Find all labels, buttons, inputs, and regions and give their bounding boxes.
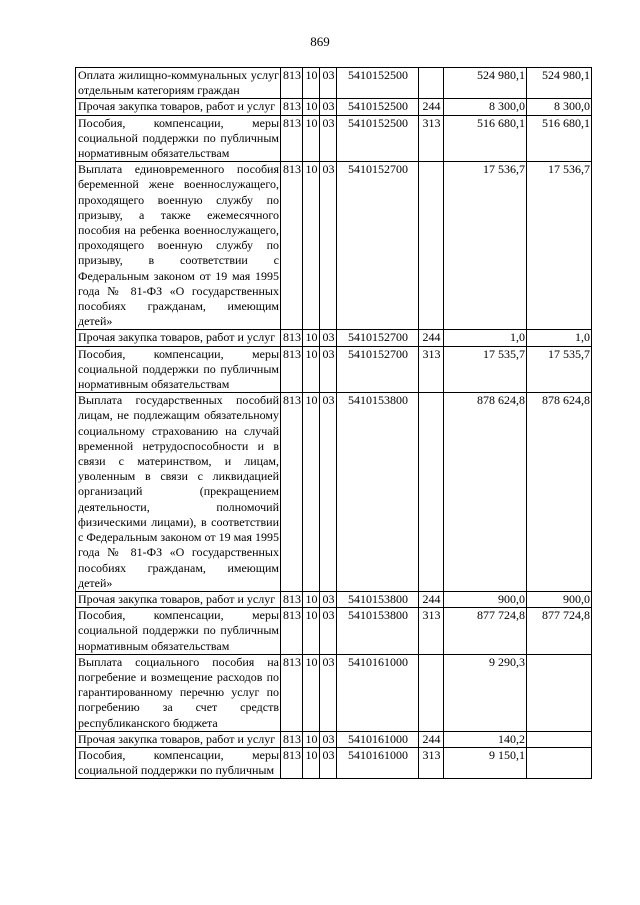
amount-column-1: 877 724,8 (444, 608, 527, 655)
subsection-code: 03 (320, 731, 337, 747)
amount-column-2: 524 980,1 (527, 68, 592, 99)
budget-table (75, 67, 592, 779)
row-description: Прочая закупка товаров, работ и услуг (76, 99, 281, 115)
expense-type-code: 313 (419, 115, 444, 162)
target-article-code: 5410153800 (337, 591, 419, 607)
ministry-code: 813 (281, 591, 303, 607)
amount-column-1: 9 150,1 (444, 747, 527, 778)
amount-column-2 (527, 654, 592, 731)
table-row (76, 330, 592, 346)
row-description: Прочая закупка товаров, работ и услуг (76, 591, 281, 607)
amount-column-1: 17 535,7 (444, 346, 527, 393)
ministry-code: 813 (281, 731, 303, 747)
section-code: 10 (303, 654, 320, 731)
section-code: 10 (303, 99, 320, 115)
amount-column-2: 1,0 (527, 330, 592, 346)
target-article-code: 5410161000 (337, 731, 419, 747)
amount-column-1: 9 290,3 (444, 654, 527, 731)
ministry-code: 813 (281, 393, 303, 592)
ministry-code: 813 (281, 608, 303, 655)
page-number: 869 (310, 34, 330, 49)
amount-column-2: 900,0 (527, 591, 592, 607)
table-row (76, 654, 592, 731)
target-article-code: 5410152700 (337, 346, 419, 393)
section-code: 10 (303, 731, 320, 747)
subsection-code: 03 (320, 393, 337, 592)
section-code: 10 (303, 608, 320, 655)
table-row (76, 608, 592, 655)
amount-column-2: 17 536,7 (527, 162, 592, 330)
amount-column-2 (527, 747, 592, 778)
section-code: 10 (303, 591, 320, 607)
row-description: Пособия, компенсации, меры социальной поддержки по публичным нормативным обязательствам (76, 346, 281, 393)
table-row (76, 115, 592, 162)
table-row (76, 162, 592, 330)
amount-column-2: 878 624,8 (527, 393, 592, 592)
expense-type-code (419, 393, 444, 592)
table-row (76, 393, 592, 592)
ministry-code: 813 (281, 162, 303, 330)
amount-column-1: 524 980,1 (444, 68, 527, 99)
target-article-code: 5410152700 (337, 162, 419, 330)
ministry-code: 813 (281, 330, 303, 346)
expense-type-code: 313 (419, 747, 444, 778)
target-article-code: 5410153800 (337, 393, 419, 592)
section-code: 10 (303, 115, 320, 162)
target-article-code: 5410152500 (337, 99, 419, 115)
row-description: Пособия, компенсации, меры социальной поддержки по публичным нормативным обязательствам (76, 608, 281, 655)
table-row (76, 731, 592, 747)
subsection-code: 03 (320, 330, 337, 346)
subsection-code: 03 (320, 68, 337, 99)
section-code: 10 (303, 330, 320, 346)
row-description: Пособия, компенсации, меры социальной поддержки по публичным нормативным обязательствам (76, 115, 281, 162)
table-row (76, 346, 592, 393)
expense-type-code (419, 162, 444, 330)
subsection-code: 03 (320, 115, 337, 162)
target-article-code: 5410152700 (337, 330, 419, 346)
row-description: Пособия, компенсации, меры социальной поддержки по публичным (76, 747, 281, 778)
ministry-code: 813 (281, 68, 303, 99)
target-article-code: 5410152500 (337, 68, 419, 99)
row-description: Прочая закупка товаров, работ и услуг (76, 330, 281, 346)
target-article-code: 5410153800 (337, 608, 419, 655)
amount-column-2 (527, 731, 592, 747)
expense-type-code: 244 (419, 99, 444, 115)
expense-type-code: 244 (419, 591, 444, 607)
subsection-code: 03 (320, 591, 337, 607)
section-code: 10 (303, 393, 320, 592)
ministry-code: 813 (281, 654, 303, 731)
section-code: 10 (303, 747, 320, 778)
expense-type-code (419, 654, 444, 731)
section-code: 10 (303, 68, 320, 99)
row-description: Выплата социального пособия на погребение и возмещение расходов по гарантированному перечню услуг по погребению за счет средств республиканского бюджета (76, 654, 281, 731)
budget-table-body (76, 68, 592, 779)
amount-column-1: 140,2 (444, 731, 527, 747)
row-description: Прочая закупка товаров, работ и услуг (76, 731, 281, 747)
subsection-code: 03 (320, 99, 337, 115)
table-row (76, 99, 592, 115)
ministry-code: 813 (281, 99, 303, 115)
expense-type-code: 244 (419, 731, 444, 747)
subsection-code: 03 (320, 608, 337, 655)
amount-column-2: 877 724,8 (527, 608, 592, 655)
target-article-code: 5410161000 (337, 747, 419, 778)
ministry-code: 813 (281, 115, 303, 162)
amount-column-1: 17 536,7 (444, 162, 527, 330)
subsection-code: 03 (320, 346, 337, 393)
table-row (76, 591, 592, 607)
target-article-code: 5410161000 (337, 654, 419, 731)
subsection-code: 03 (320, 747, 337, 778)
subsection-code: 03 (320, 162, 337, 330)
subsection-code: 03 (320, 654, 337, 731)
ministry-code: 813 (281, 747, 303, 778)
expense-type-code: 313 (419, 608, 444, 655)
expense-type-code: 313 (419, 346, 444, 393)
amount-column-2: 17 535,7 (527, 346, 592, 393)
table-row (76, 747, 592, 778)
amount-column-2: 516 680,1 (527, 115, 592, 162)
amount-column-1: 516 680,1 (444, 115, 527, 162)
target-article-code: 5410152500 (337, 115, 419, 162)
section-code: 10 (303, 162, 320, 330)
section-code: 10 (303, 346, 320, 393)
amount-column-1: 8 300,0 (444, 99, 527, 115)
row-description: Выплата единовременного пособия беременной жене военнослужащего, проходящего военную службу по призыву, а также ежемесячного пособия на ребенка военнослужащего, проходящего военную службу по призыву, в соответствии с Федеральным законом от 19 мая 1995 года № 81-ФЗ «О государственных пособиях гражданам, имеющим детей» (76, 162, 281, 330)
row-description: Оплата жилищно-коммунальных услуг отдельным категориям граждан (76, 68, 281, 99)
amount-column-1: 878 624,8 (444, 393, 527, 592)
expense-type-code: 244 (419, 330, 444, 346)
table-row (76, 68, 592, 99)
amount-column-2: 8 300,0 (527, 99, 592, 115)
amount-column-1: 900,0 (444, 591, 527, 607)
expense-type-code (419, 68, 444, 99)
ministry-code: 813 (281, 346, 303, 393)
amount-column-1: 1,0 (444, 330, 527, 346)
row-description: Выплата государственных пособий лицам, не подлежащим обязательному социальному страхованию на случай временной нетрудоспособности и в связи с материнством, и лицам, уволенным в связи с ликвидацией организаций (прекращением деятельности, полномочий физическими лицами), в соответствии с Федеральным законом от 19 мая 1995 года № 81-ФЗ «О государственных пособиях гражданам, имеющим детей» (76, 393, 281, 592)
